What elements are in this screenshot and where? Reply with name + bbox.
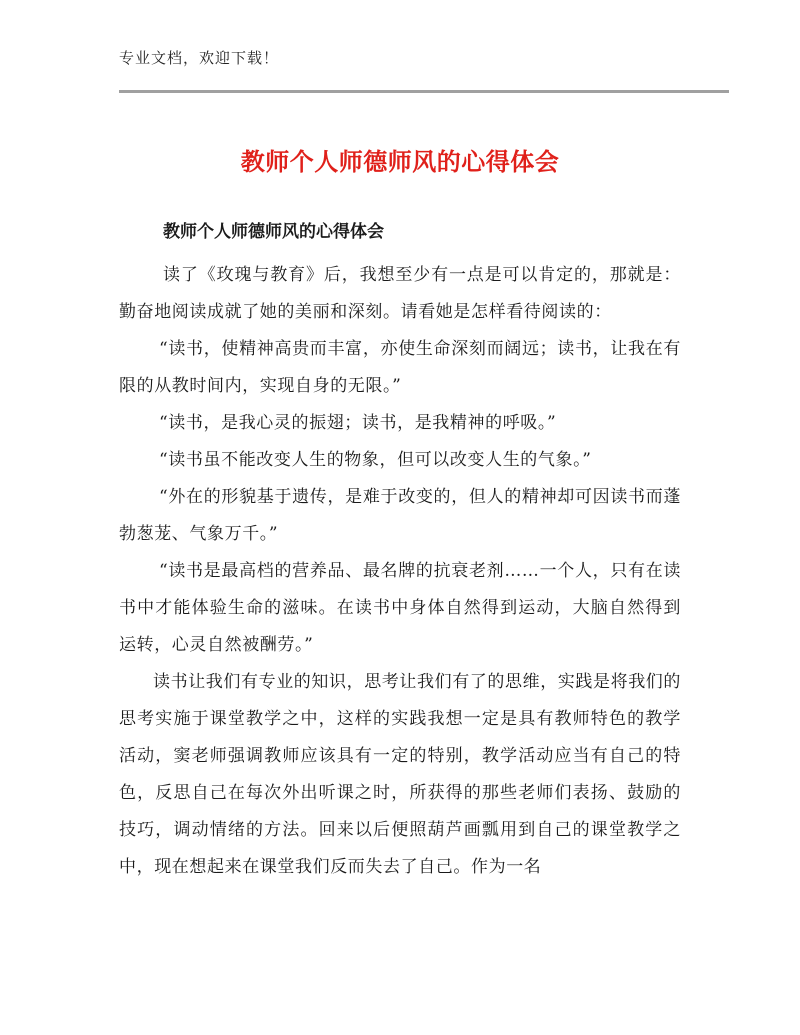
document-title: 教师个人师德师风的心得体会 — [240, 148, 560, 176]
paragraph-quote: “读书虽不能改变人生的物象，但可以改变人生的气象。” — [159, 450, 592, 470]
paragraph-quote: “读书，使精神高贵而丰富，亦使生命深刻而阔远；读书，让我在有限的从教时间内，实现自身的无限。” — [119, 339, 681, 396]
document-body — [119, 217, 681, 886]
page-header-text: 专业文档，欢迎下载！ — [119, 49, 280, 67]
paragraph-quote: “外在的形貌基于遗传，是难于改变的，但人的精神却可因读书而蓬勃葱茏、气象万千。” — [119, 487, 681, 544]
document-subtitle: 教师个人师德师风的心得体会 — [163, 222, 384, 242]
paragraph-quote: “读书是最高档的营养品、最名牌的抗衰老剂……一个人，只有在读书中才能体验生命的滋味。在读书中身体自然得到运动，大脑自然得到运转，心灵自然被酬劳。” — [119, 561, 681, 655]
paragraph: 读书让我们有专业的知识，思考让我们有了的思维，实践是将我们的思考实施于课堂教学之中，这样的实践我想一定是具有教师特色的教学活动，窦老师强调教师应该具有一定的特别，教学活动应当有自己的特色，反思自己在每次外出听课之时，所获得的那些老师们表扬、鼓励的技巧，调动情绪的方法。回来以后便照葫芦画瓢用到自己的课堂教学之中，现在想起来在课堂我们反而失去了自己。作为一名 — [119, 672, 681, 877]
header-divider — [119, 90, 729, 93]
paragraph: 读了《玫瑰与教育》后，我想至少有一点是可以肯定的，那就是：勤奋地阅读成就了她的美丽和深刻。请看她是怎样看待阅读的： — [119, 265, 681, 322]
paragraph-quote: “读书，是我心灵的振翅；读书，是我精神的呼吸。” — [159, 413, 557, 433]
